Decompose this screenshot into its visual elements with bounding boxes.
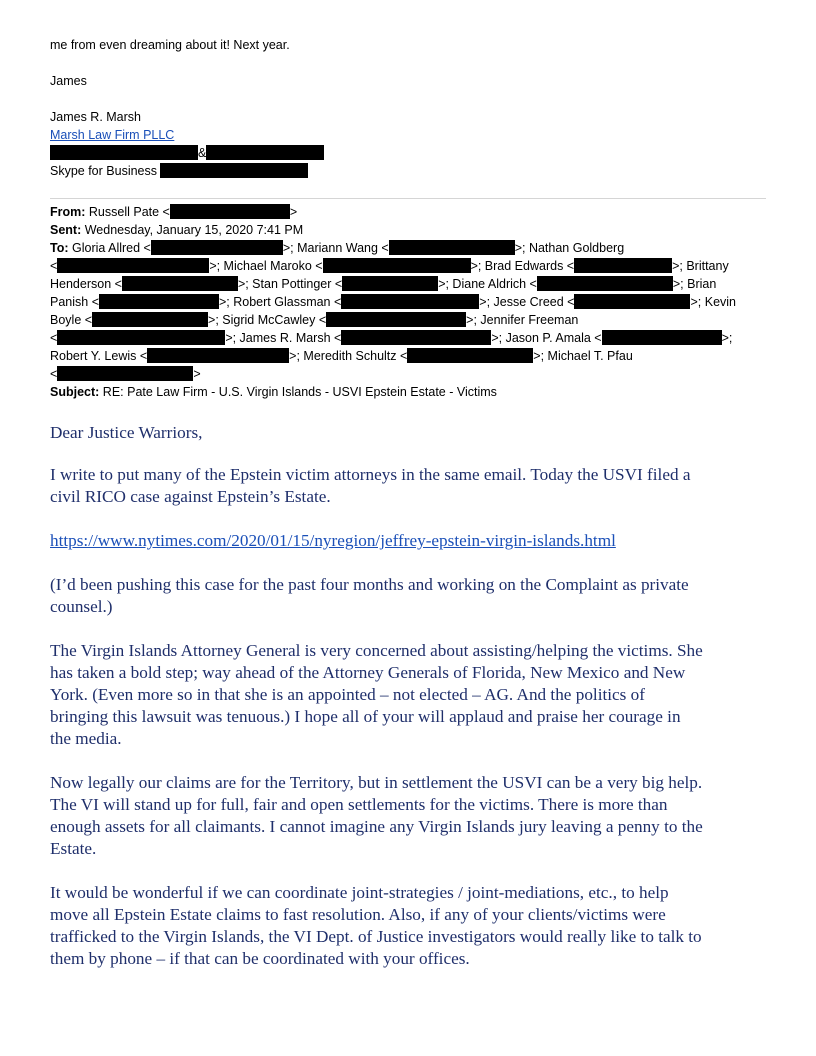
paragraph-3 — [50, 640, 770, 750]
paragraph-1 — [50, 464, 770, 508]
redaction-box — [147, 348, 289, 363]
redaction-box — [537, 276, 673, 291]
to-line-6 — [50, 347, 633, 365]
paragraph-4 — [50, 772, 770, 860]
redaction-box — [206, 145, 324, 160]
ampersand: & — [198, 146, 207, 160]
to-text: >; Brian — [672, 277, 717, 291]
to-text: >; Diane Aldrich < — [438, 277, 537, 291]
redaction-box — [50, 145, 198, 160]
redaction-box — [389, 240, 515, 255]
redaction-box — [170, 204, 290, 219]
to-line-4 — [50, 311, 578, 329]
to-text: < — [50, 331, 58, 345]
signature-skype — [50, 162, 308, 180]
para-line: trafficked to the Virgin Islands, the VI Dept. of Justice investigators would really like to talk to — [50, 927, 702, 946]
to-text: Boyle < — [50, 313, 93, 327]
to-label: To: — [50, 241, 69, 255]
redaction-box — [407, 348, 533, 363]
continuation-line: me from even dreaming about it! Next year. — [50, 38, 290, 52]
to-text: > — [193, 367, 201, 381]
from-line — [50, 203, 297, 221]
to-text: >; Nathan Goldberg — [514, 241, 625, 255]
para-line: them by phone – if that can be coordinated with your offices. — [50, 949, 470, 968]
to-text: Robert Y. Lewis < — [50, 349, 148, 363]
sent-value: Wednesday, January 15, 2020 7:41 PM — [84, 223, 304, 237]
signature-firm[interactable] — [50, 126, 174, 144]
to-text: >; Stan Pottinger < — [237, 277, 343, 291]
to-line-2 — [50, 275, 716, 293]
signature-name: James R. Marsh — [50, 110, 141, 124]
redaction-box — [323, 258, 471, 273]
to-line-3 — [50, 293, 736, 311]
para-line: enough assets for all claimants. I cannot imagine any Virgin Islands jury leaving a penny to the — [50, 817, 703, 836]
redaction-box — [92, 312, 208, 327]
redaction-box — [342, 276, 438, 291]
para-line: The Virgin Islands Attorney General is very concerned about assisting/helping the victims. She — [50, 641, 703, 660]
from-value: Russell Pate < — [88, 205, 170, 219]
para-line: I write to put many of the Epstein victim attorneys in the same email. Today the USVI filed a — [50, 465, 691, 484]
para-line: It would be wonderful if we can coordinate joint-strategies / joint-mediations, etc., to help — [50, 883, 669, 902]
firm-link[interactable]: Marsh Law Firm PLLC — [50, 128, 175, 142]
skype-label: Skype for Business — [50, 164, 157, 178]
to-text: >; Brittany — [672, 259, 729, 273]
signoff: James — [50, 74, 87, 88]
sent-label: Sent: — [50, 223, 82, 237]
to-line-7 — [50, 365, 201, 383]
redaction-box — [341, 330, 491, 345]
para-line: has taken a bold step; way ahead of the Attorney Generals of Florida, New Mexico and New — [50, 663, 686, 682]
redaction-box — [574, 294, 690, 309]
to-text: >; Meredith Schultz < — [289, 349, 408, 363]
subject-line — [50, 383, 497, 401]
para-line: civil RICO case against Epstein’s Estate. — [50, 487, 331, 506]
para-line: Estate. — [50, 839, 97, 858]
to-text: >; Michael T. Pfau — [533, 349, 633, 363]
redaction-box — [151, 240, 283, 255]
to-text: >; Robert Glassman < — [219, 295, 342, 309]
redaction-box — [326, 312, 466, 327]
para-line: bringing this lawsuit was tenuous.) I hope all of your will applaud and praise her courage in — [50, 707, 681, 726]
greeting: Dear Justice Warriors, — [50, 423, 203, 442]
to-text: >; Kevin — [690, 295, 736, 309]
redaction-box — [574, 258, 672, 273]
to-text: Gloria Allred < — [72, 241, 151, 255]
redaction-box — [341, 294, 479, 309]
to-line-5 — [50, 329, 732, 347]
to-line-1 — [50, 257, 729, 275]
to-text: >; Brad Edwards < — [470, 259, 575, 273]
redaction-box — [57, 258, 209, 273]
from-end: > — [289, 205, 298, 219]
para-line: York. (Even more so in that she is an appointed – not elected – AG. And the politics of — [50, 685, 645, 704]
redaction-box — [122, 276, 238, 291]
to-text: >; Jesse Creed < — [479, 295, 575, 309]
para-line: The VI will stand up for full, fair and open settlements for the victims. There is more than — [50, 795, 668, 814]
article-link-line[interactable] — [50, 530, 616, 552]
to-text: < — [50, 367, 58, 381]
to-text: >; James R. Marsh < — [225, 331, 342, 345]
to-text: >; Jason P. Amala < — [491, 331, 602, 345]
para-line: move all Epstein Estate claims to fast resolution. Also, if any of your clients/victims were — [50, 905, 666, 924]
header-divider — [50, 198, 766, 199]
paragraph-5 — [50, 882, 770, 970]
paragraph-2 — [50, 574, 770, 618]
redaction-box — [160, 163, 308, 178]
to-text: >; Jennifer Freeman — [466, 313, 579, 327]
signature-contacts — [50, 144, 324, 162]
redaction-box — [99, 294, 219, 309]
redaction-box — [57, 330, 225, 345]
to-text: Henderson < — [50, 277, 122, 291]
redaction-box — [57, 366, 193, 381]
to-text: Panish < — [50, 295, 99, 309]
to-text: >; — [721, 331, 733, 345]
article-link[interactable]: https://www.nytimes.com/2020/01/15/nyregion/jeffrey-epstein-virgin-islands.html — [50, 531, 616, 550]
to-text: < — [50, 259, 58, 273]
from-label: From: — [50, 205, 86, 219]
para-line: counsel.) — [50, 597, 113, 616]
to-text: >; Mariann Wang < — [282, 241, 389, 255]
sent-line — [50, 221, 303, 239]
subject-value: RE: Pate Law Firm - U.S. Virgin Islands - USVI Epstein Estate - Victims — [102, 385, 497, 399]
para-line: Now legally our claims are for the Territory, but in settlement the USVI can be a very big help. — [50, 773, 703, 792]
to-text: >; Michael Maroko < — [209, 259, 323, 273]
subject-label: Subject: — [50, 385, 100, 399]
para-line: (I’d been pushing this case for the past four months and working on the Complaint as private — [50, 575, 689, 594]
para-line: the media. — [50, 729, 122, 748]
to-line-0 — [50, 239, 624, 257]
redaction-box — [602, 330, 722, 345]
to-text: >; Sigrid McCawley < — [208, 313, 327, 327]
